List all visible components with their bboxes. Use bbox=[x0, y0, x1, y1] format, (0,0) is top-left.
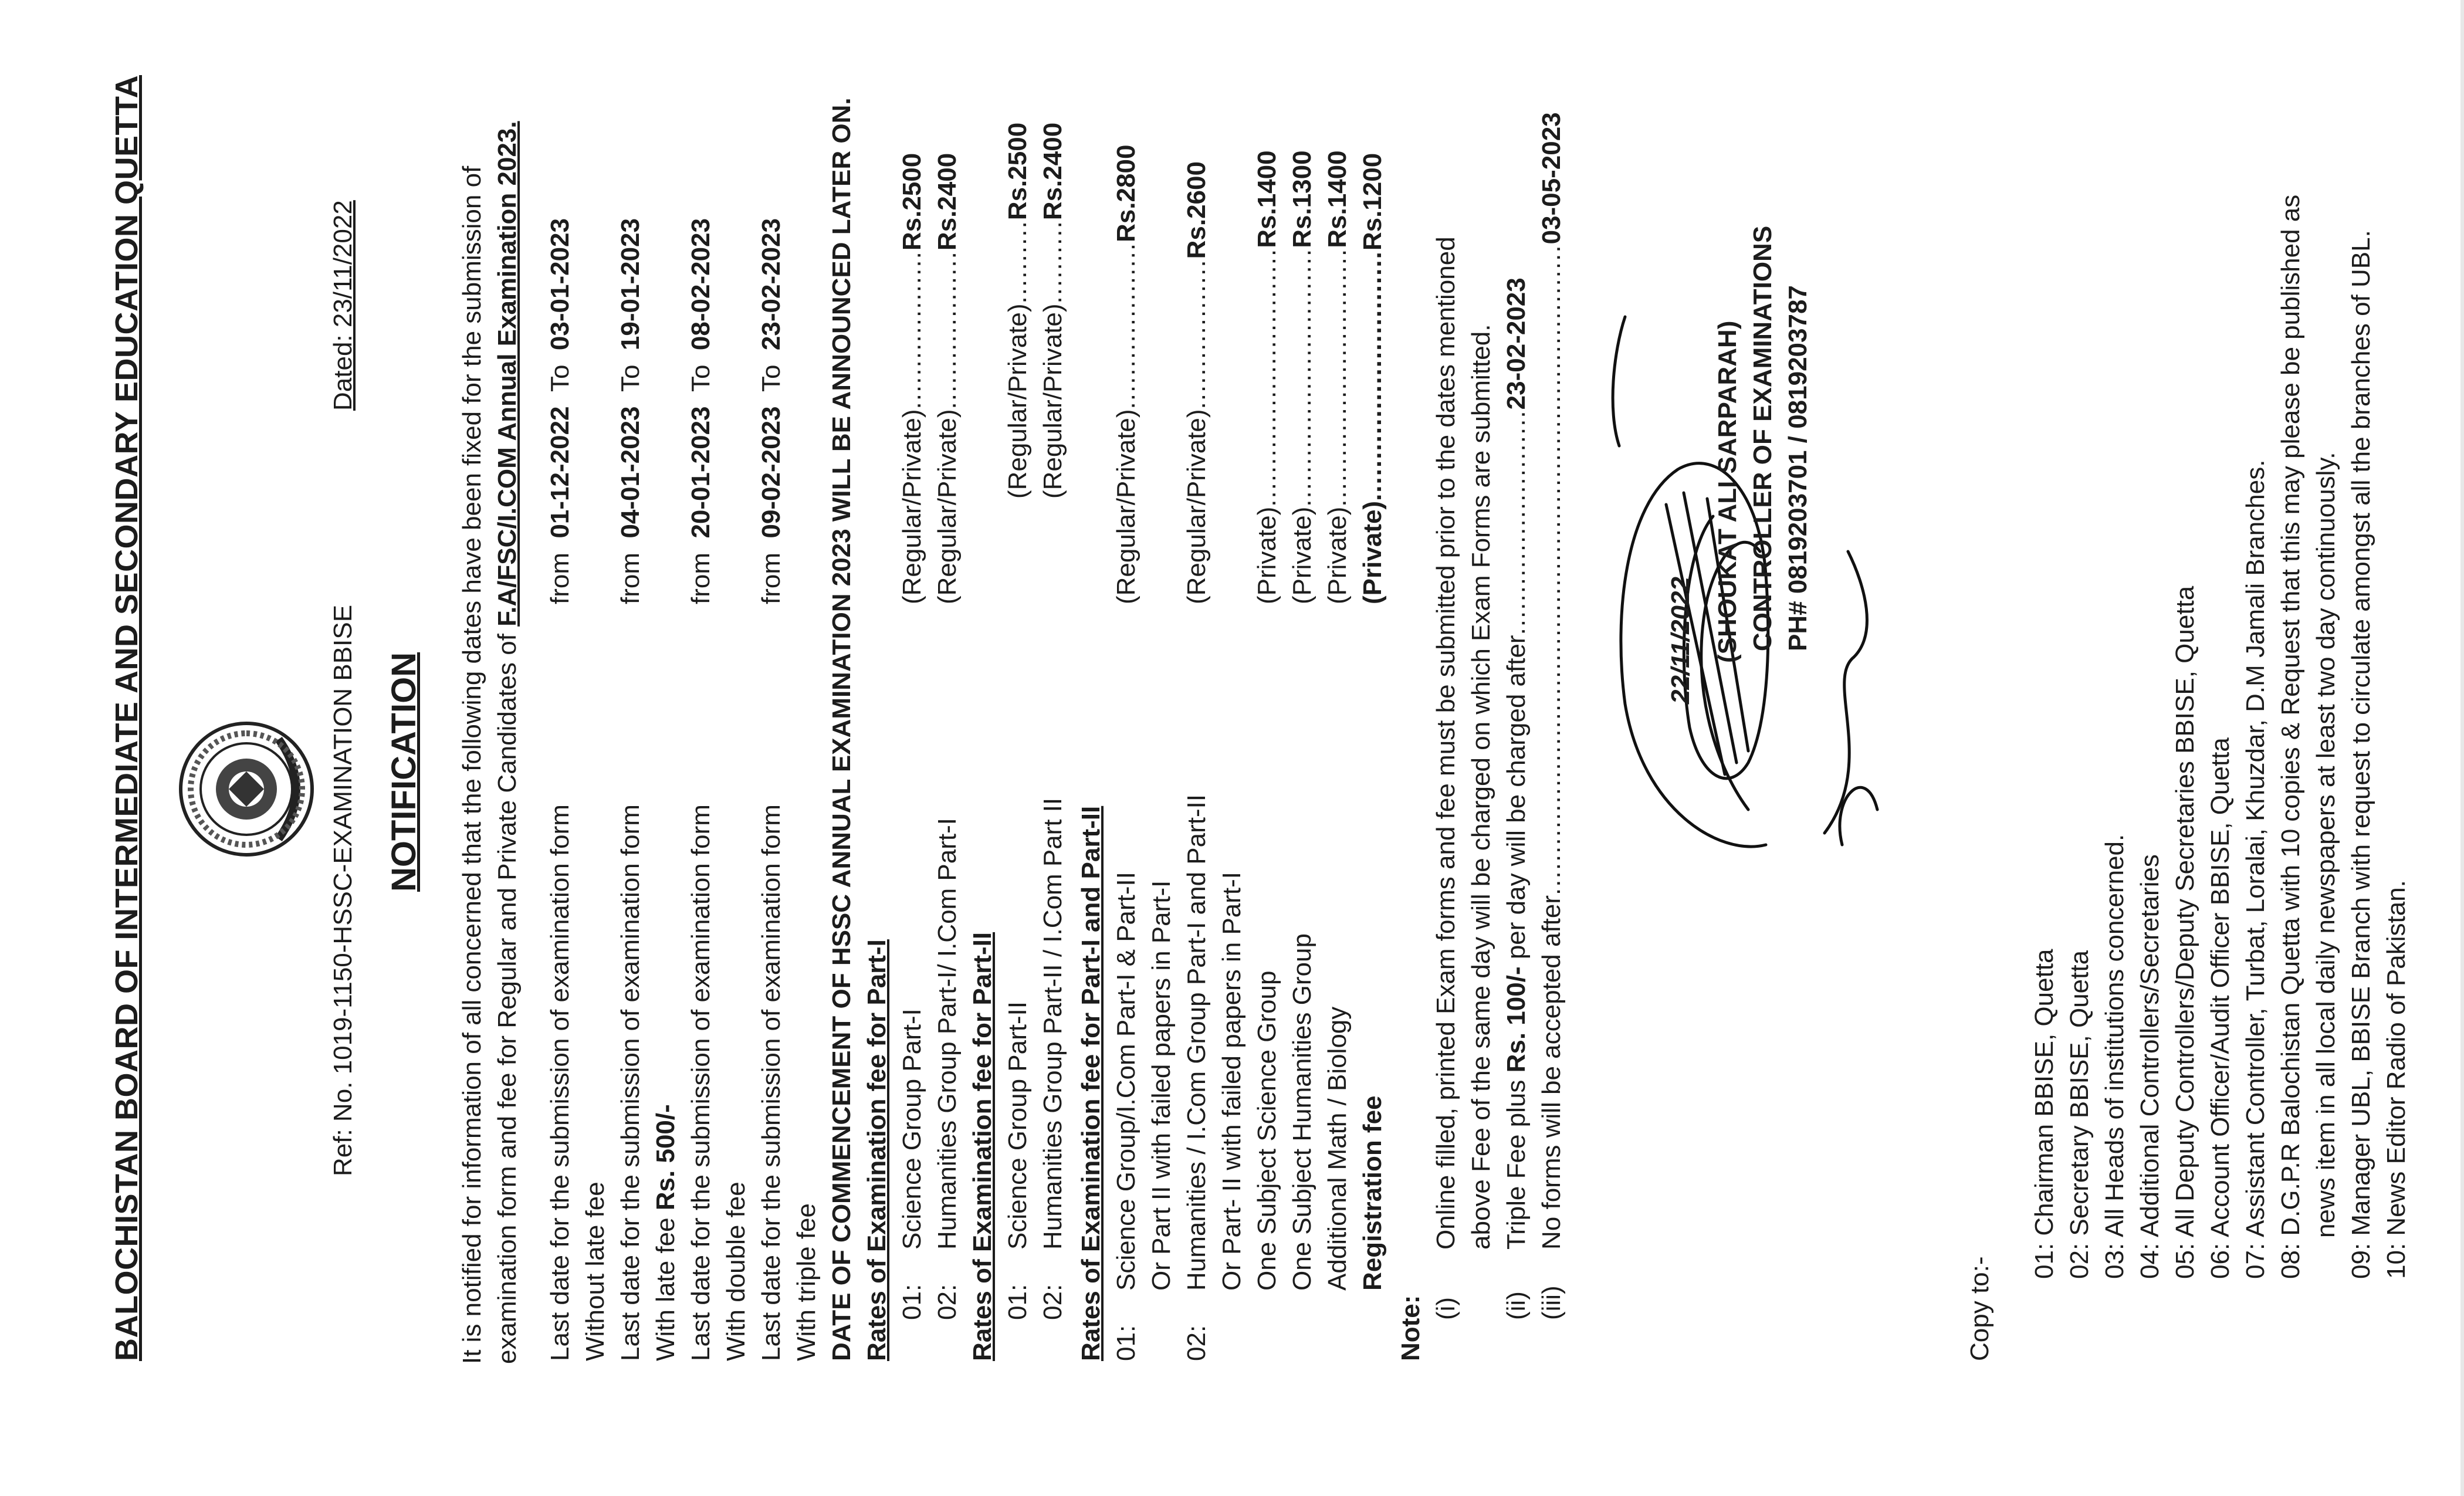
part2-fee bbox=[1003, 123, 1033, 499]
intro-line-2 bbox=[493, 121, 522, 1364]
schedule-sub bbox=[651, 1104, 681, 1361]
schedule-dates bbox=[546, 218, 575, 604]
schedule-sub: Without late fee bbox=[581, 1182, 610, 1361]
part2-group: Science Group Part-II bbox=[1003, 1001, 1032, 1250]
schedule-sub: With triple fee bbox=[792, 1203, 821, 1361]
fee-amount: Rs.2600 bbox=[1182, 161, 1211, 259]
note-line: Online filled, printed Exam forms and fee must be submitted prior to the dates mentioned bbox=[1431, 236, 1460, 1250]
fee-amount: Rs.1400 bbox=[1253, 150, 1281, 248]
part1-heading: Rates of Examination fee for Part-I bbox=[862, 939, 891, 1361]
schedule-label: Last date for the submission of examination form bbox=[546, 804, 574, 1361]
handwritten-date: 22/11/2022 bbox=[1666, 577, 1695, 704]
note-num: (iii) bbox=[1537, 1285, 1566, 1320]
extra-fee-label: Registration fee bbox=[1358, 1095, 1387, 1291]
fee-amount: Rs.1300 bbox=[1288, 150, 1316, 248]
note-date: 23-02-2023 bbox=[1502, 277, 1531, 410]
note-line bbox=[1537, 112, 1566, 1250]
fee-type: (Regular/Private) bbox=[1003, 303, 1032, 499]
schedule-from: from bbox=[757, 553, 786, 604]
note-text: per day will be charged after bbox=[1502, 635, 1531, 967]
copy-to-item-continued: news item in all local daily newspapers at least two day continuously. bbox=[2311, 452, 2340, 1238]
part12-group-line: Or Part II with failed papers in Part-I bbox=[1147, 880, 1176, 1291]
schedule-start: 01-12-2022 bbox=[546, 406, 574, 539]
extra-fee bbox=[1323, 150, 1352, 604]
part1-fee bbox=[933, 153, 962, 604]
copy-to-item: 07: Assistant Controller, Turbat, Loralai, Khuzdar, D.M Jamali Branches. bbox=[2241, 459, 2270, 1279]
part2-heading: Rates of Examination fee for Part-II bbox=[968, 932, 997, 1361]
fee-type: (Regular/Private) bbox=[1038, 303, 1067, 499]
schedule-to: To bbox=[546, 364, 574, 392]
part1-num: 02: bbox=[933, 1284, 962, 1320]
fee-type: (Private) bbox=[1358, 500, 1387, 604]
schedule-sub: With double fee bbox=[722, 1182, 750, 1361]
part2-group: Humanities Group Part-II / I.Com Part II bbox=[1038, 797, 1067, 1250]
part12-num: 02: bbox=[1182, 1325, 1211, 1361]
part12-group-line: Science Group/I.Com Part-I & Part-II bbox=[1112, 871, 1140, 1291]
extra-fee bbox=[1288, 150, 1317, 604]
extra-fee bbox=[1253, 150, 1282, 604]
intro-line-2-prefix: examination form and fee for Regular and Private Candidates of bbox=[493, 626, 522, 1364]
part12-group-line: Humanities / I.Com Group Part-I and Part-II bbox=[1182, 794, 1211, 1291]
extra-fee-label: Additional Math / Biology bbox=[1323, 1006, 1352, 1291]
part1-group: Humanities Group Part-I/ I.Com Part-I bbox=[933, 818, 962, 1250]
part2-fee bbox=[1038, 123, 1068, 499]
fee-dots: ................... bbox=[933, 251, 962, 409]
note-text: Triple Fee plus bbox=[1502, 1072, 1531, 1250]
fee-amount: Rs.2500 bbox=[898, 153, 926, 251]
copy-to-label: Copy to:- bbox=[1965, 1256, 1994, 1361]
schedule-to: To bbox=[757, 364, 786, 392]
schedule-dates bbox=[757, 218, 786, 604]
note-num: (ii) bbox=[1502, 1291, 1531, 1320]
part2-num: 02: bbox=[1038, 1284, 1067, 1320]
fee-dots: .............................. bbox=[1358, 251, 1387, 501]
copy-to-item: 09: Manager UBL, BBISE Branch with request to circulate amongst all the branches of UBL. bbox=[2347, 230, 2375, 1279]
signatory-phone: PH# 0819203701 / 0819203787 bbox=[1783, 285, 1812, 651]
copy-to-item: 10: News Editor Radio of Pakistan. bbox=[2382, 880, 2411, 1279]
intro-exam-name: F.A/FSC/I.COM Annual Examination 2023. bbox=[493, 121, 522, 627]
signatory-designation: CONTROLLER OF EXAMINATIONS bbox=[1748, 225, 1777, 651]
copy-to-item: 06: Account Officer/Audit Officer BBISE, Quetta bbox=[2206, 737, 2235, 1279]
schedule-start: 09-02-2023 bbox=[757, 406, 786, 539]
fee-dots: ............................... bbox=[1288, 248, 1316, 507]
part12-fee bbox=[1182, 161, 1211, 604]
part2-num: 01: bbox=[1003, 1284, 1032, 1320]
fee-dots: ............................... bbox=[1253, 248, 1281, 507]
fee-amount: Rs.2400 bbox=[1038, 122, 1067, 221]
dated: Dated: 23/11/2022 bbox=[329, 200, 357, 411]
fee-amount: Rs.1400 bbox=[1323, 150, 1352, 248]
part12-group-line: Or Part- II with failed papers in Part-I bbox=[1217, 871, 1246, 1291]
note-dots: ........................... bbox=[1502, 409, 1531, 635]
extra-fee-label: One Subject Humanities Group bbox=[1288, 933, 1316, 1291]
part12-heading: Rates of Examination fee for Part-I and Part-II bbox=[1077, 805, 1105, 1361]
schedule-label: Last date for the submission of examination form bbox=[757, 804, 786, 1361]
part12-fee bbox=[1112, 145, 1141, 604]
note-num: (i) bbox=[1431, 1297, 1460, 1320]
schedule-label: Last date for the submission of examination form bbox=[616, 804, 645, 1361]
schedule-to: To bbox=[616, 364, 645, 392]
schedule-dates bbox=[616, 218, 645, 604]
schedule-label: Last date for the submission of examination form bbox=[686, 804, 715, 1361]
fee-type: (Private) bbox=[1288, 506, 1316, 604]
copy-to-item: 02: Secretary BBISE, Quetta bbox=[2065, 950, 2094, 1279]
part1-fee bbox=[898, 153, 927, 604]
part12-num: 01: bbox=[1112, 1325, 1140, 1361]
part1-group: Science Group Part-I bbox=[898, 1008, 926, 1250]
copy-to-item: 01: Chairman BBISE, Quetta bbox=[2030, 949, 2059, 1279]
reference-number: Ref: No. 1019-1150-HSSC-EXAMINATION BBISE bbox=[329, 604, 357, 1176]
schedule-dates bbox=[686, 218, 716, 604]
note-line: above Fee of the same day will be charged on which Exam Forms are submitted. bbox=[1467, 324, 1495, 1250]
fee-type: (Regular/Private) bbox=[898, 409, 926, 604]
schedule-from: from bbox=[686, 553, 715, 604]
fee-amount: Rs.2500 bbox=[1003, 122, 1032, 221]
copy-to-item: 08: D.G.P.R Balochistan Quetta with 10 copies & Request that this may please be published as bbox=[2276, 194, 2305, 1279]
fee-dots: ................... bbox=[898, 251, 926, 409]
board-seal-icon bbox=[173, 716, 320, 862]
schedule-start: 20-01-2023 bbox=[686, 406, 715, 539]
note-label: Note: bbox=[1396, 1295, 1425, 1361]
fee-type: (Private) bbox=[1323, 506, 1352, 604]
schedule-from: from bbox=[546, 553, 574, 604]
fee-type: (Regular/Private) bbox=[1182, 409, 1211, 604]
intro-line-1: It is notified for information of all concerned that the following dates have been fixed for the submission of bbox=[458, 165, 486, 1364]
fee-dots: .................. bbox=[1182, 259, 1211, 409]
signatory-name: (SHOUKAT ALI SARPARAH) bbox=[1713, 320, 1742, 663]
fee-amount: Rs.1200 bbox=[1358, 153, 1387, 251]
schedule-sub-text: With late fee bbox=[651, 1210, 680, 1361]
schedule-end: 23-02-2023 bbox=[757, 218, 786, 351]
fee-type: (Regular/Private) bbox=[1112, 409, 1140, 604]
fee-type: (Regular/Private) bbox=[933, 409, 962, 604]
note-date: 03-05-2023 bbox=[1537, 112, 1566, 245]
schedule-from: from bbox=[616, 553, 645, 604]
part1-num: 01: bbox=[898, 1284, 926, 1320]
copy-to-item: 04: Additional Controllers/Secretaries bbox=[2135, 854, 2164, 1279]
fee-dots: .................... bbox=[1112, 242, 1140, 409]
fee-amount: Rs.2400 bbox=[933, 153, 962, 251]
schedule-start: 04-01-2023 bbox=[616, 406, 645, 539]
note-bold: Rs. 100/- bbox=[1502, 966, 1531, 1073]
fee-dots: .......... bbox=[1038, 220, 1067, 304]
late-fee-amount: Rs. 500/- bbox=[651, 1104, 680, 1211]
extra-fee bbox=[1358, 153, 1387, 604]
schedule-to: To bbox=[686, 364, 715, 392]
commencement-notice: DATE OF COMMENCEMENT OF HSSC ANNUAL EXAMINATION 2023 WILL BE ANNOUNCED LATER ON. bbox=[827, 97, 856, 1361]
note-line bbox=[1502, 277, 1531, 1250]
schedule-end: 08-02-2023 bbox=[686, 218, 715, 351]
note-dots: .............................................................................. bbox=[1537, 244, 1566, 895]
extra-fee-label: One Subject Science Group bbox=[1253, 970, 1281, 1291]
fee-dots: .......... bbox=[1003, 220, 1032, 304]
schedule-end: 19-01-2023 bbox=[616, 218, 645, 351]
fee-type: (Private) bbox=[1253, 506, 1281, 604]
board-name: BALOCHISTAN BOARD OF INTERMEDIATE AND SECONDARY EDUCATION QUETTA bbox=[109, 75, 144, 1361]
fee-dots: ............................... bbox=[1323, 248, 1352, 507]
page-title: NOTIFICATION bbox=[385, 652, 423, 892]
schedule-end: 03-01-2023 bbox=[546, 218, 574, 351]
copy-to-item: 05: All Deputy Controllers/Deputy Secretaries BBISE, Quetta bbox=[2171, 585, 2199, 1279]
fee-amount: Rs.2800 bbox=[1112, 144, 1140, 242]
note-text: No forms will be accepted after bbox=[1537, 895, 1566, 1250]
copy-to-item: 03: All Heads of institutions concerned. bbox=[2100, 834, 2129, 1279]
